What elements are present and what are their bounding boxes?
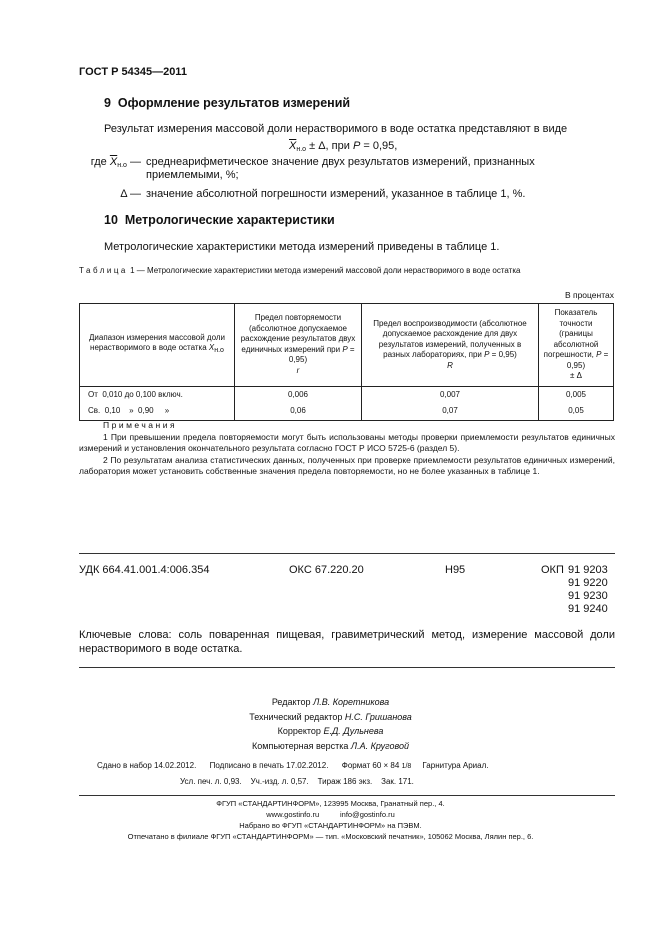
definition-term: где $\overline{X}_{н.о}$ —: [90, 156, 141, 169]
table-row: [80, 403, 614, 420]
table-header-row: [80, 304, 614, 387]
section-10-heading: [104, 213, 335, 227]
cell-delta: 0,005: [539, 386, 614, 403]
okp-codes: [568, 564, 614, 616]
oks-code: ОКС 67.220.20: [289, 564, 364, 576]
formula-p: P: [352, 140, 361, 152]
definitions: [79, 156, 614, 201]
section-9-heading: [104, 96, 350, 110]
credit-layout: Компьютерная верстка Л.А. Круговой: [252, 740, 409, 751]
definition-delta: [79, 188, 614, 201]
cell-r: 0,006: [235, 386, 362, 403]
table-units: В процентах: [564, 290, 614, 300]
cell-r: 0,06: [235, 403, 362, 420]
publisher-printed: Отпечатано в филиале ФГУП «СТАНДАРТИНФОРМ» — тип. «Московский печатник», 105062 Москва, Лялин пер., 6.: [127, 832, 534, 841]
section-9-number: 9: [104, 96, 111, 110]
divider-top: [79, 553, 615, 554]
cell-delta: 0,05: [539, 403, 614, 420]
definition-term: Δ —: [120, 188, 141, 200]
formula-symbol: $\overline{X}$: [289, 140, 297, 152]
cell-range: От 0,010 до 0,100 включ.: [80, 386, 235, 403]
section-10-paragraph: Метрологические характеристики метода измерений приведены в таблице 1.: [104, 241, 500, 253]
okp-code: 91 9220: [568, 577, 608, 589]
section-10-title: Метрологические характеристики: [124, 213, 335, 227]
publisher-block: [0, 798, 661, 842]
h-code: Н95: [445, 564, 466, 576]
header-range: Диапазон измерения массовой доли нерастворимого в воде остатка Xн.о: [80, 304, 235, 387]
table-caption-label: Таблица: [79, 266, 128, 275]
note-1: 1 При превышении предела повторяемости могут быть использованы методы проверки приемлемости результатов единичных измерений и установления окончательного результата согласно ГОСТ Р ИСО 5725-6 (раздел 5).: [79, 431, 615, 453]
table-caption-number: 1: [130, 266, 135, 275]
cell-R: 0,007: [362, 386, 539, 403]
document-code: ГОСТ Р 54345—2011: [79, 66, 187, 78]
credit-tech-editor: Технический редактор Н.С. Гришанова: [249, 711, 412, 722]
print-info-line-2: Усл. печ. л. 0,93. Уч.-изд. л. 0,57. Тираж 186 экз. Зак. 171.: [180, 777, 414, 786]
metrology-table: [79, 303, 614, 421]
credits: [0, 695, 661, 753]
keywords: Ключевые слова: соль поваренная пищевая, гравиметрический метод, измерение массовой доли нерастворимого в воде остатка.: [79, 629, 615, 655]
header-accuracy: Показатель точности (границы абсолютной погрешности, P = 0,95) ± Δ: [539, 304, 614, 387]
udk-code: УДК 664.41.001.4:006.354: [79, 564, 210, 576]
okp-label: ОКП: [541, 564, 564, 576]
publisher-typeset: Набрано во ФГУП «СТАНДАРТИНФОРМ» на ПЭВМ.: [239, 821, 422, 830]
formula-rest: ± Δ, при: [306, 140, 353, 152]
okp-code: 91 9230: [568, 590, 608, 602]
publisher-address: ФГУП «СТАНДАРТИНФОРМ», 123995 Москва, Гранатный пер., 4.: [216, 799, 445, 808]
print-info-line-1: Сдано в набор 14.02.2012. Подписано в печать 17.02.2012. Формат 60 × 84 1/8 Гарнитура Ариал.: [97, 761, 489, 770]
formula-tail: = 0,95,: [360, 140, 398, 152]
notes-title: Примечания: [103, 420, 178, 430]
publisher-web: www.gostinfo.ru info@gostinfo.ru: [266, 810, 395, 819]
notes: [79, 420, 615, 478]
okp-code: 91 9203: [568, 564, 608, 576]
formula-subscript: н.о: [296, 146, 307, 153]
cell-range: Св. 0,10 » 0,90 »: [80, 403, 235, 420]
credit-editor: Редактор Л.В. Коретникова: [271, 697, 390, 707]
definition-xno: [79, 156, 614, 188]
table-caption-text: — Метрологические характеристики метода измерений массовой доли нерастворимого в воде остатка: [134, 266, 521, 275]
table-row: [80, 386, 614, 403]
header-repeatability: Предел повторяемости (абсолютное допускаемое расхождение результатов двух единичных измерений при P = 0,95) r: [235, 304, 362, 387]
definition-text: среднеарифметическое значение двух результатов измерений, признанных приемлемыми, %;: [146, 156, 535, 181]
divider-publisher: [79, 795, 615, 796]
table-caption: [79, 266, 615, 276]
format-fraction: 1/8: [401, 763, 412, 770]
header-reproducibility: Предел воспроизводимости (абсолютное допускаемое расхождение для двух результатов измерений, полученных в разных лабораториях, при P = 0,95) R: [362, 304, 539, 387]
okp-code: 91 9240: [568, 603, 608, 615]
cell-R: 0,07: [362, 403, 539, 420]
note-2: 2 По результатам анализа статистических данных, полученных при проверке приемлемости результатов единичных измерений, лаборатория может установить собственные значения предела повторяемости, но не более указанных в таблице 1.: [79, 454, 615, 476]
result-formula: [289, 140, 397, 153]
section-10-number: 10: [104, 213, 118, 227]
section-9-paragraph: Результат измерения массовой доли нерастворимого в воде остатка представляют в виде: [104, 123, 568, 135]
definition-text: значение абсолютной погрешности измерений, указанное в таблице 1, %.: [146, 188, 526, 200]
section-9-title: Оформление результатов измерений: [117, 96, 351, 110]
divider-bottom: [79, 667, 615, 668]
credit-corrector: Корректор Е.Д. Дульнева: [277, 726, 384, 736]
